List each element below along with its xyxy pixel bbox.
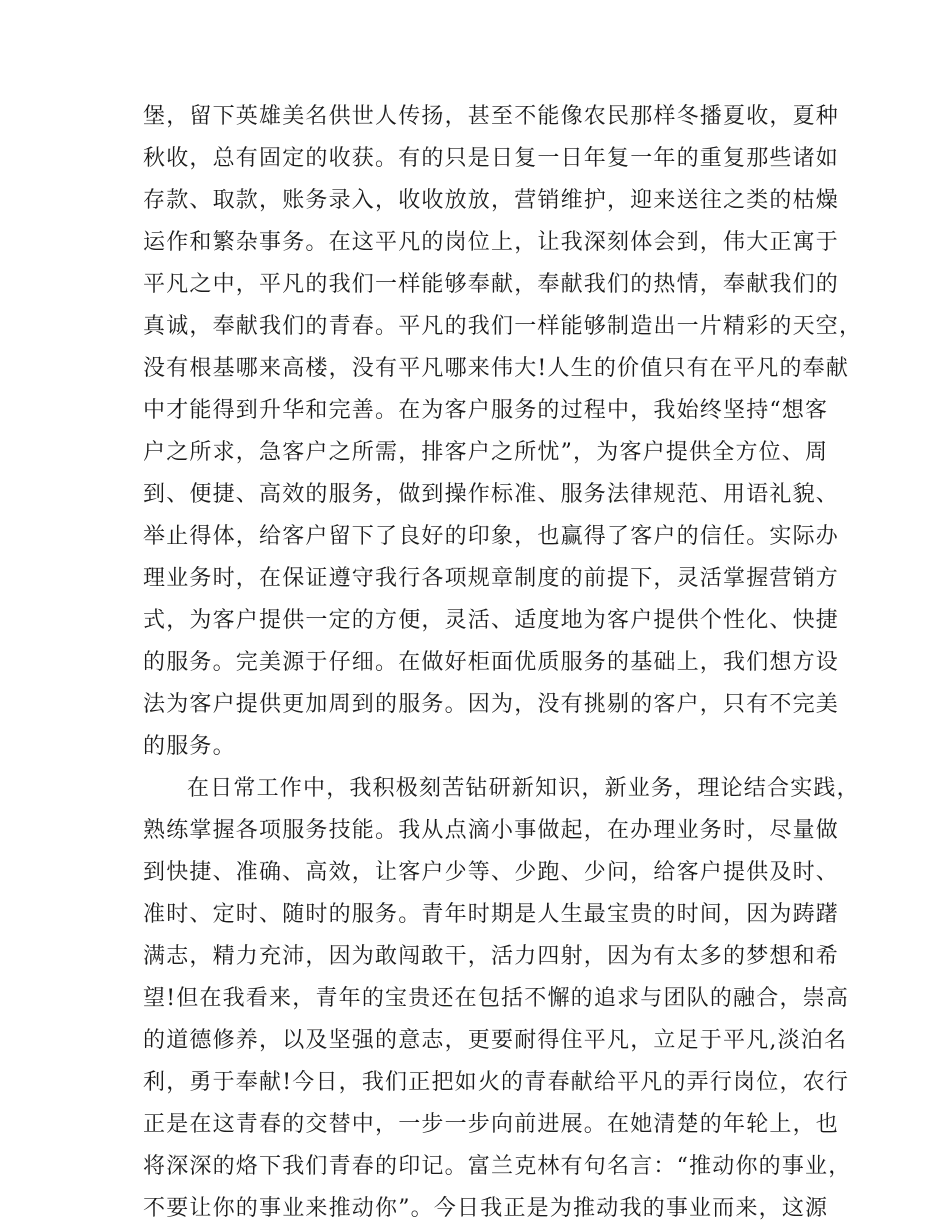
body-text-line: 熟练掌握各项服务技能。我从点滴小事做起，在办理业务时，尽量做	[143, 818, 840, 843]
body-text-line: 秋收，总有固定的收获。有的只是日复一日年复一年的重复那些诸如	[143, 146, 840, 171]
body-text-line: 准时、定时、随时的服务。青年时期是人生最宝贵的时间，因为踌躇	[143, 902, 840, 927]
body-text-line: 不要让你的事业来推动你”。今日我正是为推动我的事业而来，这源	[143, 1196, 829, 1221]
body-text-line: 法为客户提供更加周到的服务。因为，没有挑剔的客户，只有不完美	[143, 692, 840, 717]
body-text-line: 望!但在我看来，青年的宝贵还在包括不懈的追求与团队的融合，崇高	[143, 986, 850, 1011]
body-text-line: 堡，留下英雄美名供世人传扬，甚至不能像农民那样冬播夏收，夏种	[143, 104, 840, 129]
body-text-line: 利，勇于奉献!今日，我们正把如火的青春献给平凡的弄行岗位，农行	[143, 1070, 850, 1095]
body-text-line: 中才能得到升华和完善。在为客户服务的过程中，我始终坚持“想客	[143, 398, 829, 423]
body-text-line: 满志，精力充沛，因为敢闯敢干，活力四射，因为有太多的梦想和希	[143, 944, 840, 969]
body-text-line: 运作和繁杂事务。在这平凡的岗位上，让我深刻体会到，伟大正寓于	[143, 230, 840, 255]
body-text-line: 的服务。完美源于仔细。在做好柜面优质服务的基础上，我们想方设	[143, 650, 840, 675]
body-text-line: 到、便捷、高效的服务，做到操作标准、服务法律规范、用语礼貌、	[143, 482, 840, 507]
body-text-line: 将深深的烙下我们青春的印记。富兰克林有句名言：“推动你的事业，	[143, 1154, 852, 1179]
body-text-line: 的服务。	[143, 734, 236, 759]
body-text-line: 的道德修养，以及坚强的意志，更要耐得住平凡，立足于平凡,淡泊名	[143, 1028, 848, 1053]
body-text-line: 存款、取款，账务录入，收收放放，营销维护，迎来送往之类的枯燥	[143, 188, 840, 213]
body-text-line: 举止得体，给客户留下了良好的印象，也赢得了客户的信任。实际办	[143, 524, 840, 549]
body-text-line: 正是在这青春的交替中，一步一步向前进展。在她清楚的年轮上，也	[143, 1112, 840, 1137]
paragraph-start-line: 在日常工作中，我积极刻苦钻研新知识，新业务，理论结合实践，	[187, 776, 860, 801]
body-text-line: 户之所求，急客户之所需，排客户之所忧”，为客户提供全方位、周	[143, 440, 829, 465]
body-text-line: 式，为客户提供一定的方便，灵活、适度地为客户提供个性化、快捷	[143, 608, 840, 633]
body-text-line: 没有根基哪来高楼，没有平凡哪来伟大!人生的价值只有在平凡的奉献	[143, 356, 850, 381]
body-text-line: 到快捷、准确、高效，让客户少等、少跑、少问，给客户提供及时、	[143, 860, 840, 885]
body-text-line: 平凡之中，平凡的我们一样能够奉献，奉献我们的热情，奉献我们的	[143, 272, 840, 297]
body-text-line: 理业务时，在保证遵守我行各项规章制度的前提下，灵活掌握营销方	[143, 566, 840, 591]
body-text-line: 真诚，奉献我们的青春。平凡的我们一样能够制造出一片精彩的天空，	[143, 314, 863, 339]
